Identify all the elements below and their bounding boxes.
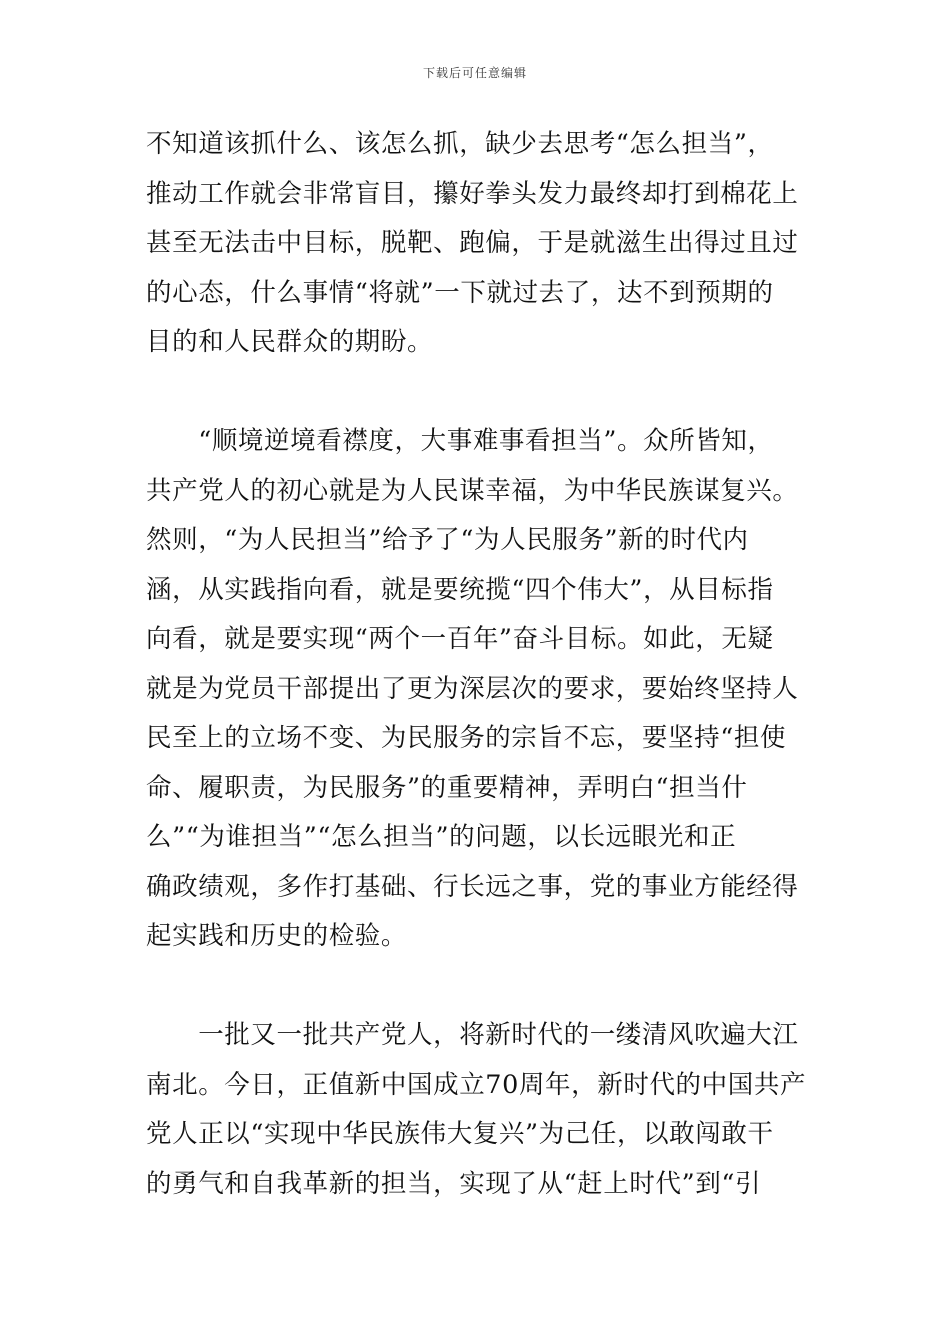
text-line: 的心态，什么事情“将就”一下就过去了，达不到预期的 — [146, 277, 774, 308]
paragraph-spacer — [146, 368, 806, 418]
text-line: 么”“为谁担当”“怎么担当”的问题，以长远眼光和正 — [146, 822, 737, 852]
text-line: 推动工作就会非常盲目，攥好拳头发力最终却打到棉花上 — [146, 178, 799, 209]
text-line: 一批又一批共产党人，将新时代的一缕清风吹遍大江 — [146, 1020, 799, 1050]
page-header: 下载后可任意编辑 — [422, 66, 527, 80]
paragraph-3 — [146, 1011, 806, 1209]
text-line: 不知道该抓什么、该怎么抓，缺少去思考“怎么担当”， — [146, 129, 774, 159]
text-line: 然则，“为人民担当”给予了“为人民服务”新的时代内 — [146, 525, 749, 555]
text-line: 民至上的立场不变、为民服务的宗旨不忘，要坚持“担使 — [146, 723, 787, 753]
text-line: 甚至无法击中目标，脱靶、跑偏，于是就滋生出得过且过 — [146, 228, 799, 258]
text-line: 起实践和历史的检验。 — [146, 921, 408, 951]
text-line: 的勇气和自我革新的担当，实现了从“赶上时代”到“引 — [146, 1168, 762, 1199]
paragraph-spacer — [146, 962, 806, 1012]
document-body — [146, 120, 806, 1209]
text-line: 党人正以“实现中华民族伟大复兴”为己任，以敢闯敢干 — [146, 1119, 774, 1149]
paragraph-2 — [146, 417, 806, 962]
paragraph-1 — [146, 120, 806, 368]
text-line: 就是为党员干部提出了更为深层次的要求，要始终坚持人 — [146, 673, 799, 704]
text-line: 确政绩观，多作打基础、行长远之事，党的事业方能经得 — [146, 871, 799, 902]
text-line: 南北。今日，正值新中国成立70周年，新时代的中国共产 — [146, 1069, 807, 1100]
text-line: “顺境逆境看襟度，大事难事看担当”。众所皆知， — [146, 426, 774, 456]
text-line: 向看，就是要实现“两个一百年”奋斗目标。如此，无疑 — [146, 624, 774, 654]
text-line: 目的和人民群众的期盼。 — [146, 327, 434, 357]
text-line: 涵，从实践指向看，就是要统揽“四个伟大”，从目标指 — [146, 574, 774, 605]
text-line: 共产党人的初心就是为人民谋幸福，为中华民族谋复兴。 — [146, 475, 799, 506]
text-line: 命、履职责，为民服务”的重要精神，弄明白“担当什 — [146, 772, 748, 803]
